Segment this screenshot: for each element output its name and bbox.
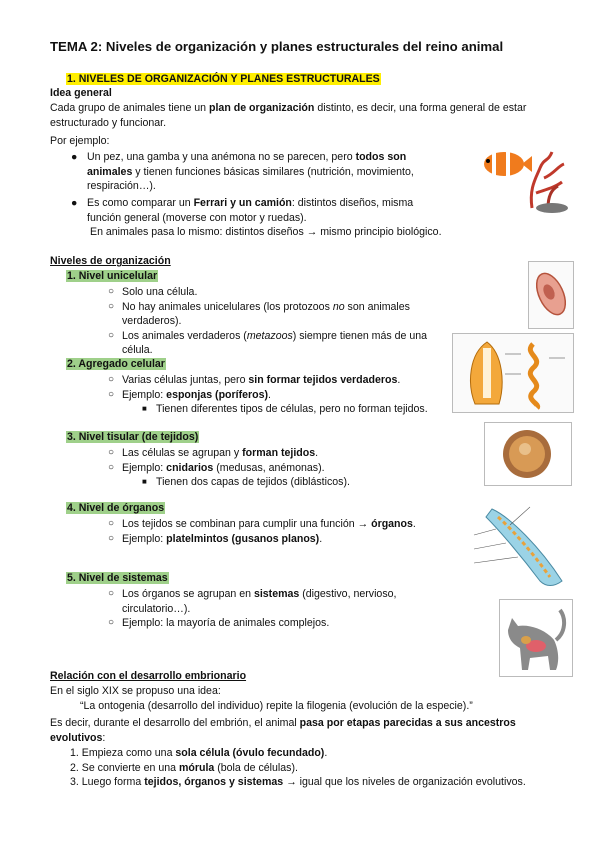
protozoan-image [528,261,574,329]
idea-paragraph: Cada grupo de animales tiene un plan de organización distinto, es decir, una forma general de estar estructurado y funcionar. [50,102,527,129]
nivel-1-items: ○ Solo una célula. ○ No hay animales unicelulares (los protozoos no son animales verdaderos). ○ Los animales verdaderos (metazoos) siempre tienen más de una célula. [108,286,428,357]
cnidarian-embryo-image [484,422,572,486]
relacion-label: Relación con el desarrollo embrionario [50,670,247,682]
nivel-2-heading: 2. Agregado celular [67,358,165,370]
nivel-3-heading: 3. Nivel tisular (de tejidos) [67,431,199,443]
nivel-4-heading: 4. Nivel de órganos [67,502,165,514]
section-1-heading: 1. NIVELES DE ORGANIZACIÓN Y PLANES ESTRUCTURALES [67,73,380,85]
relacion-p2: Es decir, durante el desarrollo del embrión, el animal pasa por etapas parecidas a sus ancestros evolutivos: [50,717,516,744]
nivel-5-items: ○ Los órganos se agrupan en sistemas (digestivo, nervioso, circulatorio…). ○ Ejemplo: la mayoría de animales complejos. [108,588,397,630]
nivel-2-items: ○ Varias células juntas, pero sin formar tejidos verdaderos. ○ Ejemplo: esponjas (poríferos). ■ Tienen diferentes tipos de células, pero no forman tejidos. [108,374,428,416]
nivel-1-heading: 1. Nivel unicelular [67,270,158,282]
nivel-3-items: ○ Las células se agrupan y forman tejidos. ○ Ejemplo: cnidarios (medusas, anémonas). ■ Tienen dos capas de tejidos (diblásticos). [108,447,350,489]
por-ejemplo: Por ejemplo: [50,135,110,147]
nivel-5-heading: 5. Nivel de sistemas [67,572,168,584]
nivel-4-items: ○ Los tejidos se combinan para cumplir una función → órganos. ○ Ejemplo: platelmintos (gusanos planos). [108,518,416,545]
niveles-label: Niveles de organización [50,255,171,267]
relacion-ordered-list: 1. Empieza como una sola célula (óvulo fecundado). 2. Se convierte en una mórula (bola de células). 3. Luego forma tejidos, órganos y sistemas → igual que los niveles de organización evolutivos. [70,747,526,789]
relacion-p1: En el siglo XIX se propuso una idea: [50,685,221,697]
flatworm-diagram-image [470,497,574,593]
fish-coral-image [474,138,570,216]
example-bullet-2: ● Es como comparar un Ferrari y un camión: distintos diseños, misma función general (moverse con motor y ruedas). [71,197,414,224]
example-bullet-1: ● Un pez, una gamba y una anémona no se parecen, pero todos son animales y tienen funciones básicas similares (nutrición, movimiento, respiración…). [71,151,414,193]
example-conclusion: En animales pasa lo mismo: distintos diseños → mismo principio biológico. [90,226,442,238]
cat-anatomy-image [499,599,573,677]
relacion-quote: “La ontogenia (desarrollo del individuo) repite la filogenia (evolución de la especie).” [80,700,473,712]
page-title: TEMA 2: Niveles de organización y planes estructurales del reino animal [50,39,504,54]
sponge-diagram-image [452,333,574,413]
idea-general-label: Idea general [50,87,112,99]
